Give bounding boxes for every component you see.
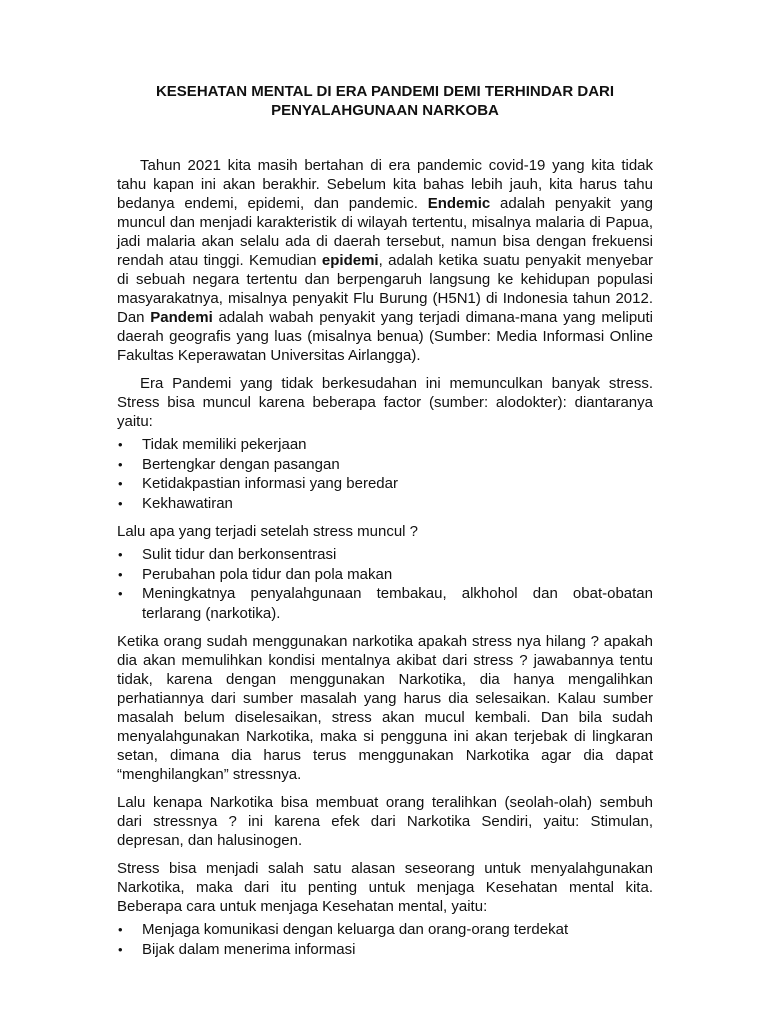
list-stress-effects [117,545,653,623]
bullet-icon: • [118,941,123,957]
paragraph-definitions: Tahun 2021 kita masih bertahan di era pandemic covid-19 yang kita tidak tahu kapan ini akan berakhir. Sebelum kita bahas lebih jauh, kita harus tahu bedanya endemi, epidemi, dan pandemic. Endemic adalah penyakit yang muncul dan menjadi karakteristik di wilayah tertentu, misalnya malaria di Papua, jadi malaria akan selalu ada di daerah tersebut, namun bisa dengan frekuensi rendah atau tinggi. Kemudian epidemi, adalah ketika suatu penyakit menyebar di sebuah negara tertentu dan berpengaruh langsung ke kehidupan populasi masyarakatnya, misalnya penyakit Flu Burung (H5N1) di Indonesia tahun 2012. Dan Pandemi adalah wabah penyakit yang terjadi dimana-mana yang meliputi daerah geografis yang luas (misalnya benua) (Sumber: Media Informasi Online Fakultas Keperawatan Universitas Airlangga). [117,157,654,364]
paragraph-narcotics: Ketika orang sudah menggunakan narkotika apakah stress nya hilang ? apakah dia akan memulihkan kondisi mentalnya akibat dari stress ? jawabannya tentu tidak, karena dengan menggunakan Narkotika, dia hanya mengalihkan perhatiannya dari sumber masalah yang harus dia selesaikan. Kalau sumber masalah belum diselesaikan, stress akan mucul kembali. Dan bila sudah menyalahgunakan Narkotika, maka si pengguna ini akan terjebak di lingkaran setan, dimana dia harus terus menggunakan Narkotika agar dia dapat “menghilangkan” stressnya. [117,633,653,783]
list-item: • Bertengkar dengan pasangan [118,455,340,473]
bullet-icon: • [118,586,123,601]
term-epidemi: epidemi [321,252,379,269]
list-item: • Tidak memiliki pekerjaan [118,436,307,453]
bullet-icon: • [118,566,123,582]
bullet-icon: • [118,456,123,472]
list-mental-health-tips [117,920,653,959]
list-item: • Menjaga komunikasi dengan keluarga dan orang-orang terdekat [118,921,569,938]
bullet-icon: • [118,476,123,491]
bullet-icon: • [118,437,123,452]
term-endemic: Endemic [427,195,491,212]
paragraph-mental-health: Stress bisa menjadi salah satu alasan seseorang untuk menyalahgunakan Narkotika, maka dari itu penting untuk menjaga Kesehatan mental kita. Beberapa cara untuk menjaga Kesehatan mental, yaitu: [117,860,653,915]
paragraph-stress-factors: Era Pandemi yang tidak berkesudahan ini memunculkan banyak stress. Stress bisa muncul karena beberapa factor (sumber: alodokter): diantaranya yaitu: [117,375,653,430]
bullet-icon: • [118,495,123,511]
list-item: • Ketidakpastian informasi yang beredar [118,475,398,492]
bullet-icon: • [118,547,123,562]
paragraph-narcotics-effects: Lalu kenapa Narkotika bisa membuat orang teralihkan (seolah-olah) sembuh dari stressnya ? ini karena efek dari Narkotika Sendiri, yaitu: Stimulan, depresan, dan halusinogen. [117,794,653,849]
document-title: KESEHATAN MENTAL DI ERA PANDEMI DEMI TERHINDAR DARI PENYALAHGUNAAN NARKOBA [155,83,615,119]
paragraph-question: Lalu apa yang terjadi setelah stress muncul ? [117,523,419,540]
term-pandemi: Pandemi [150,309,213,326]
list-item: • Perubahan pola tidur dan pola makan [118,565,393,583]
list-item: • Kekhawatiran [118,494,233,512]
list-item: • Bijak dalam menerima informasi [118,940,356,958]
list-item: • Sulit tidur dan berkonsentrasi [118,546,337,563]
bullet-icon: • [118,922,123,937]
list-stress-factors [117,435,653,513]
list-item: • Meningkatnya penyalahgunaan tembakau, alkhohol dan obat-obatan terlarang (narkotika). [118,585,653,622]
